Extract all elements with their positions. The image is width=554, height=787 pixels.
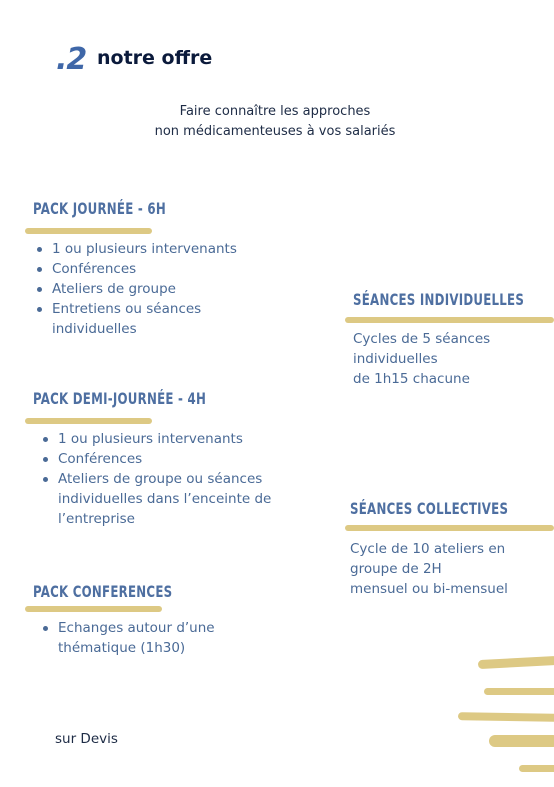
- text-line: Cycles de 5 séances: [353, 331, 491, 347]
- list-item: 1 ou plusieurs intervenants: [40, 429, 295, 449]
- list-item: Ateliers de groupe ou séances individuelles dans l’enceinte de l’entreprise: [40, 469, 293, 529]
- decorative-brush-stroke: [478, 656, 554, 669]
- pack-conferences-list: [40, 618, 240, 658]
- text-line: mensuel ou bi-mensuel: [350, 581, 508, 597]
- list-item: Echanges autour d’une thématique (1h30): [40, 618, 243, 658]
- text-line: groupe de 2H: [350, 561, 442, 577]
- decorative-brush-stroke: [519, 765, 554, 772]
- text-line: Cycle de 10 ateliers en: [350, 541, 506, 557]
- list-item: 1 ou plusieurs intervenants: [34, 239, 274, 259]
- list-item: Conférences: [40, 449, 295, 469]
- pack-journee-title: PACK JOURNÉE - 6H: [33, 199, 166, 218]
- pack-demi-journee-list: [40, 429, 295, 529]
- pack-conferences-title: PACK CONFERENCES: [33, 582, 173, 601]
- pack-demi-journee-title: PACK DEMI-JOURNÉE - 4H: [33, 389, 207, 408]
- text-line: individuelles: [353, 351, 438, 367]
- list-item: Entretiens ou séances individuelles: [34, 299, 227, 339]
- section-number: .2: [56, 42, 87, 77]
- decorative-brush-stroke: [458, 712, 554, 722]
- intro-line: Faire connaître les approches: [179, 104, 371, 119]
- list-item: Conférences: [34, 259, 274, 279]
- pack-demi-journee-underline: [25, 418, 152, 424]
- decorative-brush-stroke: [489, 735, 554, 747]
- section-title: notre offre: [97, 47, 213, 69]
- intro-line: non médicamenteuses à vos salariés: [154, 124, 396, 139]
- seances-collectives-underline: [345, 525, 554, 531]
- pack-journee-list: [34, 239, 274, 339]
- seances-individuelles-title: SÉANCES INDIVIDUELLES: [353, 290, 525, 309]
- decorative-brush-stroke: [484, 688, 554, 695]
- pack-conferences-underline: [25, 606, 162, 612]
- seances-collectives-title: SÉANCES COLLECTIVES: [350, 499, 509, 518]
- list-item: Ateliers de groupe: [34, 279, 274, 299]
- devis-note: sur Devis: [55, 731, 118, 747]
- seances-individuelles-underline: [345, 317, 554, 323]
- seances-collectives-text: [350, 539, 545, 599]
- pack-journee-underline: [25, 228, 152, 234]
- seances-individuelles-text: [353, 329, 543, 389]
- text-line: de 1h15 chacune: [353, 371, 470, 387]
- intro-text: [100, 102, 450, 142]
